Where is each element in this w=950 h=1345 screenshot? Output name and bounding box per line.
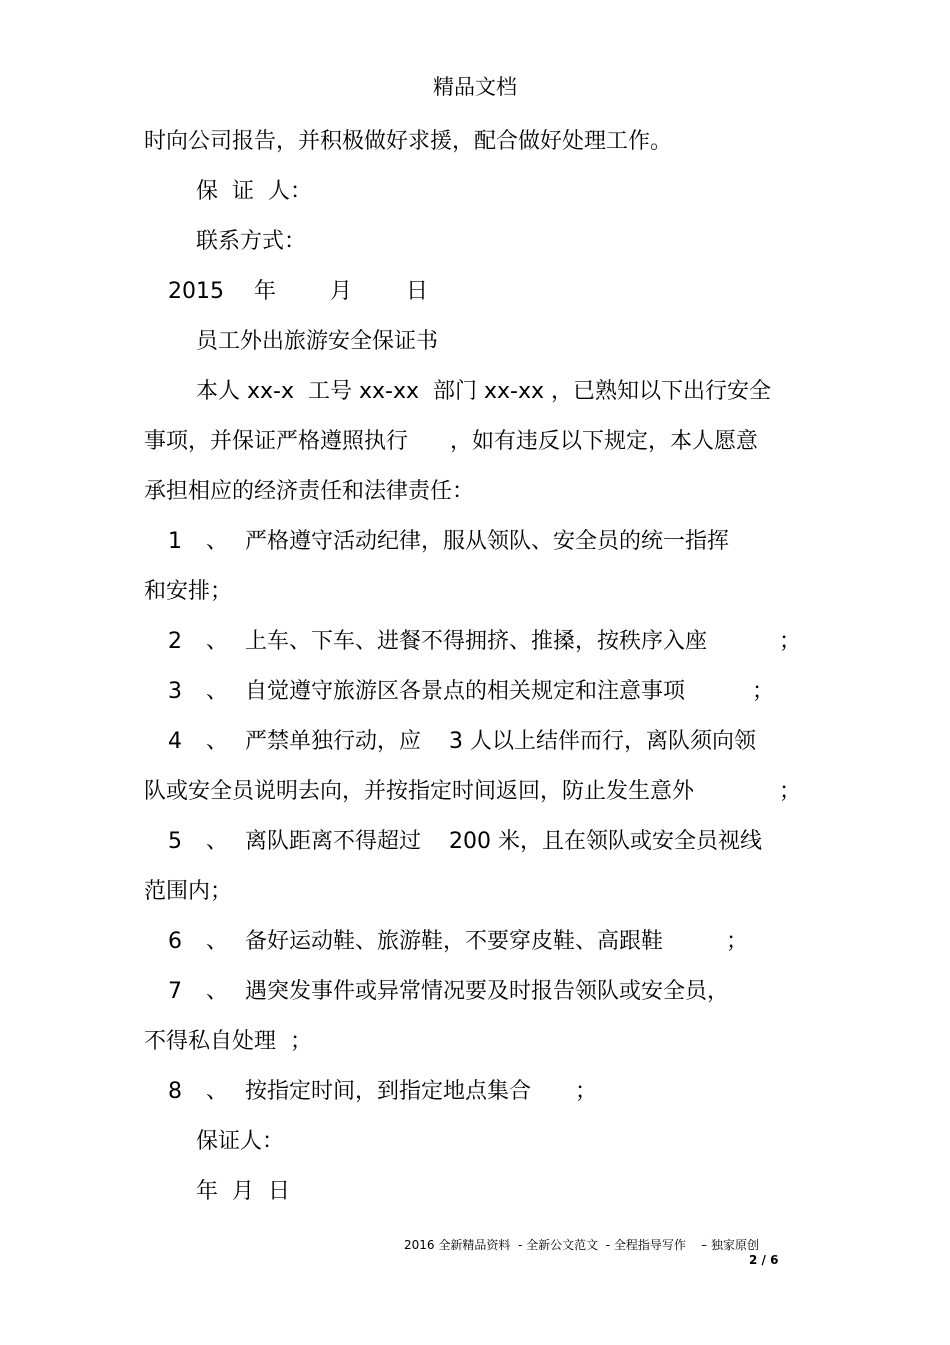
date-day-char: 日 bbox=[406, 279, 429, 304]
item-end: ； bbox=[779, 629, 802, 654]
page-header-title: 精品文档 bbox=[433, 75, 517, 99]
item-continuation: 和安排； bbox=[144, 579, 233, 604]
item-number: 5 bbox=[168, 829, 182, 854]
item-text: 备好运动鞋、旅游鞋，不要穿皮鞋、高跟鞋 bbox=[245, 929, 664, 954]
item-separator: 、 bbox=[206, 529, 229, 554]
item-number: 7 bbox=[168, 979, 182, 1004]
date-year-char: 年 bbox=[254, 279, 277, 304]
item-end: ； bbox=[726, 929, 749, 954]
item-text: 按指定时间，到指定地点集合 bbox=[245, 1079, 532, 1104]
item-number: 2 bbox=[168, 629, 182, 654]
item-separator: 、 bbox=[206, 979, 229, 1004]
item-text: 严格遵守活动纪律，服从领队、安全员的统一指挥 bbox=[245, 529, 730, 554]
item-separator: 、 bbox=[206, 629, 229, 654]
item-number: 3 bbox=[168, 679, 182, 704]
item-separator: 、 bbox=[206, 829, 229, 854]
sign-guarantor-label: 保证人： bbox=[196, 1129, 285, 1154]
item-number: 4 bbox=[168, 729, 182, 754]
item-continuation: 队或安全员说明去向，并按指定时间返回，防止发生意外 bbox=[144, 779, 695, 804]
item-end: ； bbox=[779, 779, 802, 804]
date-month-char: 月 bbox=[330, 279, 353, 304]
item-text: 严禁单独行动，应 3 人以上结伴而行，离队须向领 bbox=[245, 729, 756, 754]
date-year: 2015 bbox=[168, 279, 224, 304]
item-end: ； bbox=[575, 1079, 598, 1104]
item-separator: 、 bbox=[206, 729, 229, 754]
item-continuation: 不得私自处理 ； bbox=[144, 1029, 312, 1054]
document-title: 员工外出旅游安全保证书 bbox=[196, 329, 439, 354]
intro-line-3: 承担相应的经济责任和法律责任： bbox=[144, 479, 475, 504]
item-text: 上车、下车、进餐不得拥挤、推搡，按秩序入座 bbox=[245, 629, 708, 654]
contact-label: 联系方式： bbox=[196, 229, 307, 254]
intro-line-1: 本人 xx-x 工号 xx-xx 部门 xx-xx ，已熟知以下出行安全 bbox=[196, 379, 771, 404]
page-number: 2 / 6 bbox=[749, 1253, 779, 1267]
item-number: 1 bbox=[168, 529, 182, 554]
text-line: 时向公司报告，并积极做好求援，配合做好处理工作。 bbox=[144, 129, 673, 154]
item-number: 6 bbox=[168, 929, 182, 954]
item-number: 8 bbox=[168, 1079, 182, 1104]
item-separator: 、 bbox=[206, 1079, 229, 1104]
item-end: ； bbox=[752, 679, 775, 704]
item-separator: 、 bbox=[206, 929, 229, 954]
page-footer-text: 2016 全新精品资料 - 全新公文范文 - 全程指导写作 – 独家原创 bbox=[404, 1238, 759, 1252]
item-separator: 、 bbox=[206, 679, 229, 704]
sign-date-label: 年 月 日 bbox=[196, 1179, 290, 1204]
item-text: 遇突发事件或异常情况要及时报告领队或安全员， bbox=[245, 979, 730, 1004]
intro-line-2: 事项，并保证严格遵照执行 ，如有违反以下规定，本人愿意 bbox=[144, 429, 758, 454]
guarantor-label: 保 证 人： bbox=[196, 179, 312, 204]
item-text: 离队距离不得超过 200 米，且在领队或安全员视线 bbox=[245, 829, 762, 854]
item-continuation: 范围内； bbox=[144, 879, 233, 904]
item-text: 自觉遵守旅游区各景点的相关规定和注意事项 bbox=[245, 679, 686, 704]
